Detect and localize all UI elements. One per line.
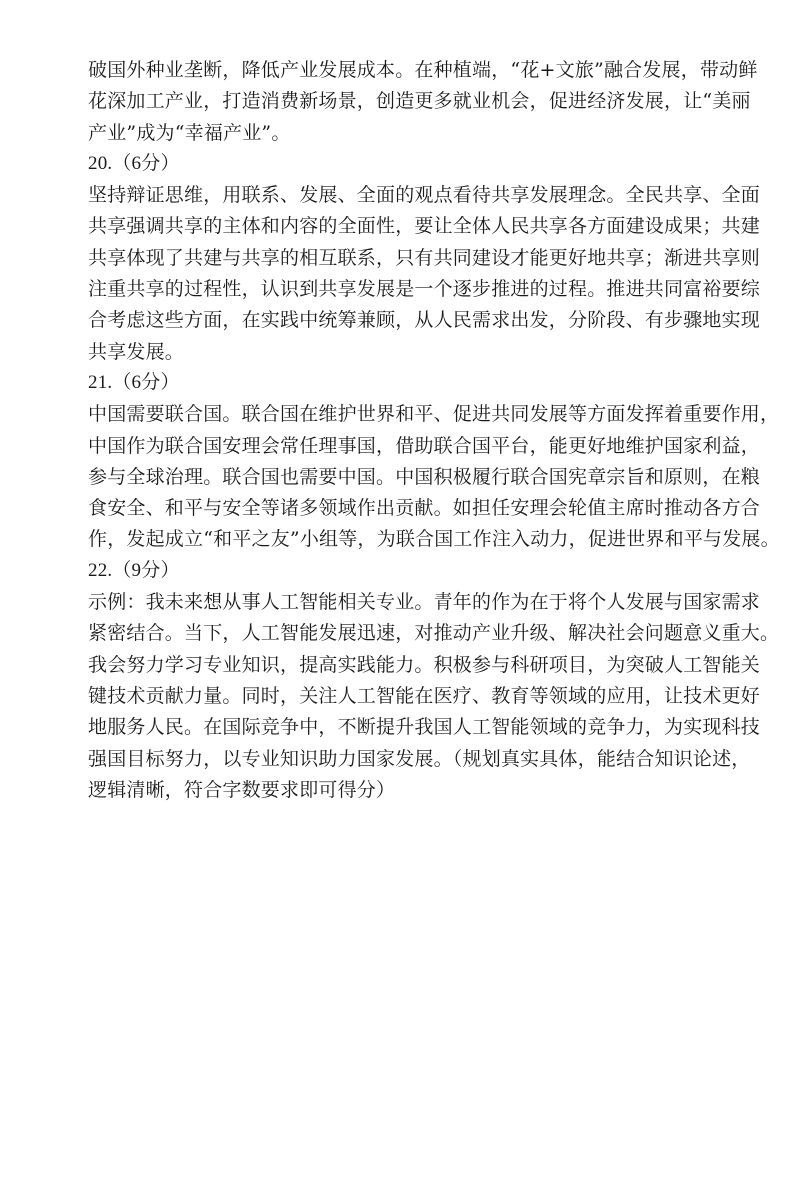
answer-line: 花深加工产业，打造消费新场景，创造更多就业机会，促进经济发展，让“美丽 bbox=[88, 90, 751, 113]
answer-line: 紧密结合。当下，人工智能发展迅速，对推动产业升级、解决社会问题意义重大。 bbox=[88, 622, 780, 645]
answer-line: 参与全球治理。联合国也需要中国。中国积极履行联合国宪章宗旨和原则，在粮 bbox=[88, 465, 761, 488]
question-20-block bbox=[88, 152, 761, 364]
answer-line: 共享体现了共建与共享的相互联系，只有共同建设才能更好地共享；渐进共享则 bbox=[88, 246, 761, 269]
question-22-block bbox=[88, 559, 780, 802]
question-22-heading: 22.（9分） bbox=[88, 559, 180, 581]
answer-line: 强国目标努力，以专业知识助力国家发展。（规划真实具体，能结合知识论述， bbox=[88, 747, 751, 770]
answer-line: 逻辑清晰，符合字数要求即可得分） bbox=[88, 778, 396, 801]
answer-line: 破国外种业垄断，降低产业发展成本。在种植端，“花+文旅”融合发展，带动鲜 bbox=[88, 59, 758, 81]
answer-line: 作，发起成立“和平之友”小组等，为联合国工作注入动力，促进世界和平与发展。 bbox=[88, 528, 780, 551]
answer-line: 坚持辩证思维，用联系、发展、全面的观点看待共享发展理念。全民共享、全面 bbox=[88, 184, 761, 207]
answer-line: 食安全、和平与安全等诸多领域作出贡献。如担任安理会轮值主席时推动各方合 bbox=[88, 497, 761, 520]
answer-line: 示例：我未来想从事人工智能相关专业。青年的作为在于将个人发展与国家需求 bbox=[88, 591, 761, 614]
continued-answer-block bbox=[88, 58, 758, 145]
answer-line: 共享强调共享的主体和内容的全面性，要让全体人民共享各方面建设成果；共建 bbox=[88, 215, 761, 238]
answer-line: 我会努力学习专业知识，提高实践能力。积极参与科研项目，为突破人工智能关 bbox=[88, 653, 761, 676]
question-21-block bbox=[88, 371, 780, 551]
question-21-heading: 21.（6分） bbox=[88, 371, 180, 393]
answer-line: 注重共享的过程性，认识到共享发展是一个逐步推进的过程。推进共同富裕要综 bbox=[88, 278, 761, 301]
answer-document bbox=[88, 58, 780, 809]
answer-line: 键技术贡献力量。同时，关注人工智能在医疗、教育等领域的应用，让技术更好 bbox=[88, 684, 761, 707]
answer-line: 中国需要联合国。联合国在维护世界和平、促进共同发展等方面发挥着重要作用， bbox=[88, 403, 780, 426]
answer-line: 产业”成为“幸福产业”。 bbox=[88, 121, 291, 144]
answer-line: 共享发展。 bbox=[88, 340, 185, 363]
answer-line: 中国作为联合国安理会常任理事国，借助联合国平台，能更好地维护国家利益， bbox=[88, 434, 761, 457]
question-20-heading: 20.（6分） bbox=[88, 152, 180, 174]
answer-line: 合考虑这些方面，在实践中统筹兼顾，从人民需求出发，分阶段、有步骤地实现 bbox=[88, 309, 761, 332]
answer-line: 地服务人民。在国际竞争中，不断提升我国人工智能领域的竞争力，为实现科技 bbox=[88, 716, 761, 739]
